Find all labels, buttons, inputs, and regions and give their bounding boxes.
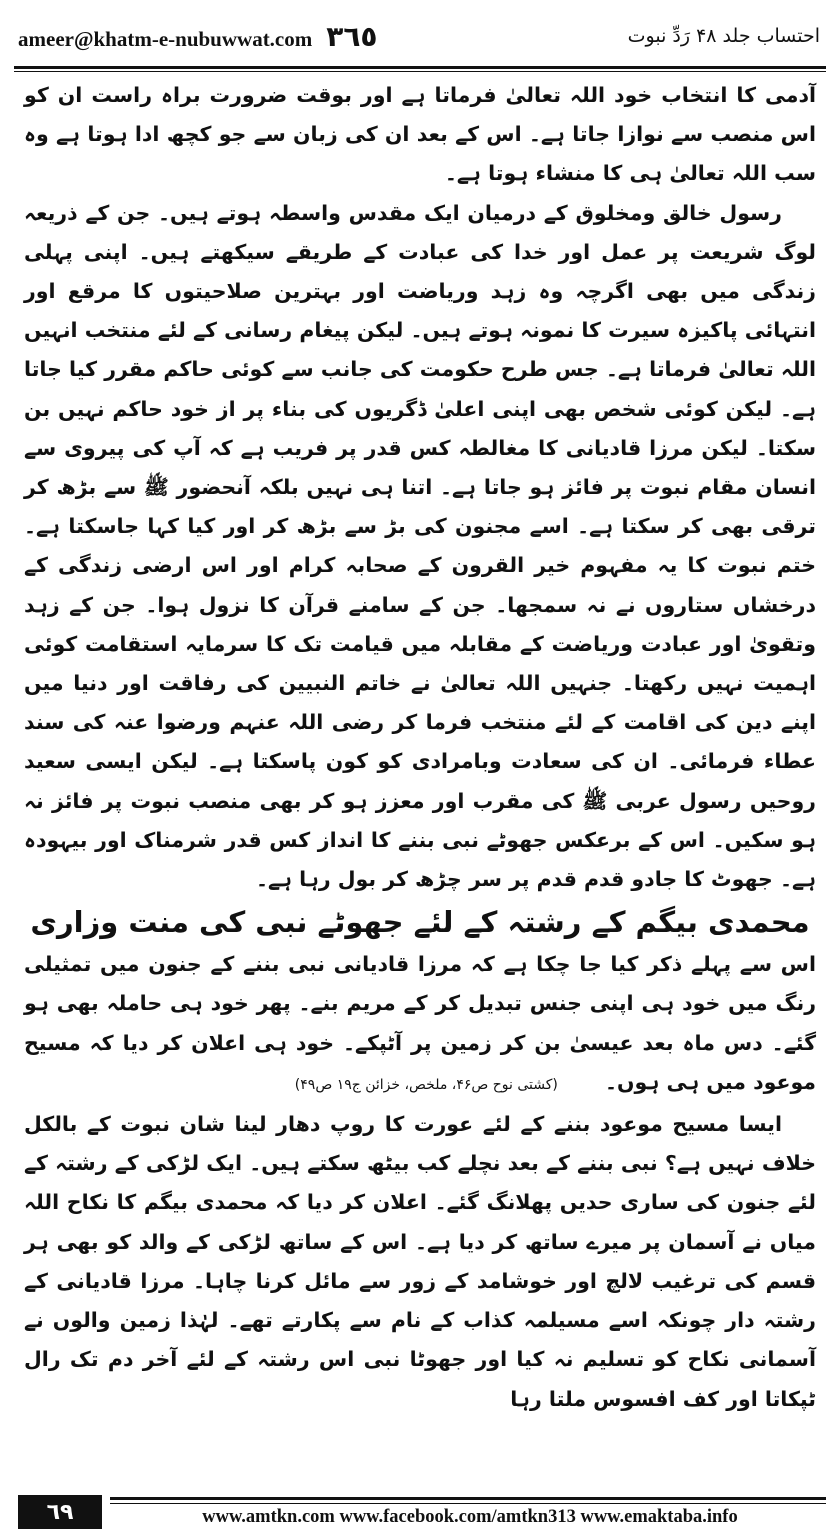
paragraph-4: ایسا مسیح موعود بننے کے لئے عورت کا روپ دھار لینا شان نبوت کے بالکل خلاف نہیں ہے؟ نبی بننے کے بعد نچلے کب بیٹھ سکتے ہیں۔ ایک لڑکی کے رشتہ کے لئے جنون کی ساری حدیں پھلانگ گئے۔ اعلان کر دیا کہ محمدی بیگم کا نکاح اللہ میاں نے آسمان پر میرے ساتھ کر دیا ہے۔ اس کے ساتھ لڑکی کے والد کو بھی ہر قسم کی ترغیب لالچ اور خوشامد کے زور سے مائل کرنا چاہا۔ مرزا قادیانی کے رشتہ دار چونکہ اسے مسیلمہ کذاب کے نام سے پکارتے تھے۔ لہٰذا زمین والوں نے آسمانی نکاح کو تسلیم نہ کیا اور جھوٹا نبی اس رشتہ کے لئے آخر دم تک رال ٹپکاتا اور کف افسوس ملتا رہا: [24, 1112, 816, 1411]
header-left: [18, 20, 378, 53]
page-header: [18, 14, 820, 58]
header-book-title: احتساب جلد ۴۸ رَدِّ نبوت: [627, 25, 820, 47]
paragraph-2: رسول خالق ومخلوق کے درمیان ایک مقدس واسطہ ہوتے ہیں۔ جن کے ذریعہ لوگ شریعت پر عمل اور خدا کی عبادت کے طریقے سیکھتے ہیں۔ اپنی پہلی زندگی میں بھی اگرچہ وہ زہد وریاضت اور بہترین صلاحیتوں کا مرقع اور انتہائی پاکیزہ سیرت کا نمونہ ہوتے ہیں۔ لیکن پیغام رسانی کے لئے منتخب انہیں اللہ تعالیٰ فرماتا ہے۔ جس طرح حکومت کی جانب سے کوئی حاکم مقرر کیا جاتا ہے۔ لیکن کوئی شخص بھی اپنی اعلیٰ ڈگریوں کی بناء پر از خود حاکم نہیں بن سکتا۔ لیکن مرزا قادیانی کا مغالطہ کس قدر پر فریب ہے کہ آپ کی پیروی سے انسان مقام نبوت پر فائز ہو جاتا ہے۔ اتنا ہی نہیں بلکہ آنحضور ﷺ سے بڑھ کر ترقی بھی کر سکتا ہے۔ اسے مجنون کی بڑ سے بڑھ کر اور کیا کہا جاسکتا ہے۔ ختم نبوت کا یہ مفہوم خیر القرون کے صحابہ کرام اور اس ارضی زندگی کے درخشاں ستاروں نے نہ سمجھا۔ جن کے سامنے قرآن کا نزول ہوا۔ جن کے زہد وتقویٰ اور عبادت وریاضت کے مقابلہ میں قیامت تک کا سرمایہ استقامت کوئی اہمیت نہیں رکھتا۔ جنہیں اللہ تعالیٰ نے خاتم النبیین کی رفاقت اور دنیا میں اپنے دین کی اقامت کے لئے منتخب فرما کر رضی اللہ عنہم ورضوا عنہ کی سند عطاء فرمائی۔ ان کی سعادت وبامرادی کو کون پاسکتا ہے۔ لیکن ایسی سعید روحیں رسول عربی ﷺ کی مقرب اور معزز ہو کر بھی منصب نبوت پر فائز نہ ہو سکیں۔ اس کے برعکس جھوٹے نبی بننے کا انداز کس قدر شرمناک اور بیہودہ ہے۔ جھوٹ کا جادو قدم قدم پر سر چڑھ کر بول رہا ہے۔: [24, 200, 816, 892]
paragraph-3-text: اس سے پہلے ذکر کیا جا چکا ہے کہ مرزا قادیانی نبی بننے کے جنون میں تمثیلی رنگ میں خود ہی اپنی جنس تبدیل کر کے مریم بنے۔ پھر خود ہی حاملہ بھی ہو گئے۔ دس ماہ بعد عیسیٰ بن کر زمین پر آٹپکے۔ خود ہی اعلان کر دیا کہ مسیح موعود میں ہی ہوں۔: [24, 952, 816, 1094]
paragraph-1: آدمی کا انتخاب خود اللہ تعالیٰ فرماتا ہے اور بوقت ضرورت براہ راست ان کو اس منصب سے نوازا جاتا ہے۔ اس کے بعد ان کی زبان سے جو کچھ ادا ہوتا ہے وہ سب اللہ تعالیٰ ہی کا منشاء ہوتا ہے۔: [24, 83, 816, 186]
footer-links[interactable]: www.amtkn.com www.facebook.com/amtkn313 www.emaktaba.info: [202, 1507, 738, 1527]
page-footer: [14, 1493, 826, 1533]
footer-rule: [110, 1497, 826, 1500]
header-email: ameer@khatm-e-nubuwwat.com: [18, 26, 313, 51]
section-heading: محمدی بیگم کے رشتہ کے لئے جھوٹے نبی کی منت وزاری: [30, 905, 810, 940]
page-body: [24, 76, 816, 1419]
header-page-number: ٣٦٥: [326, 19, 378, 53]
footer-rule-thin: [110, 1503, 826, 1504]
citation-reference: (کشتی نوح ص۴۶، ملخص، خزائن ج۱۹ ص۴۹): [294, 1076, 558, 1093]
header-rule: [14, 66, 826, 72]
footer-page-number: ٦٩: [18, 1495, 102, 1529]
paragraph-3: [24, 945, 816, 1105]
